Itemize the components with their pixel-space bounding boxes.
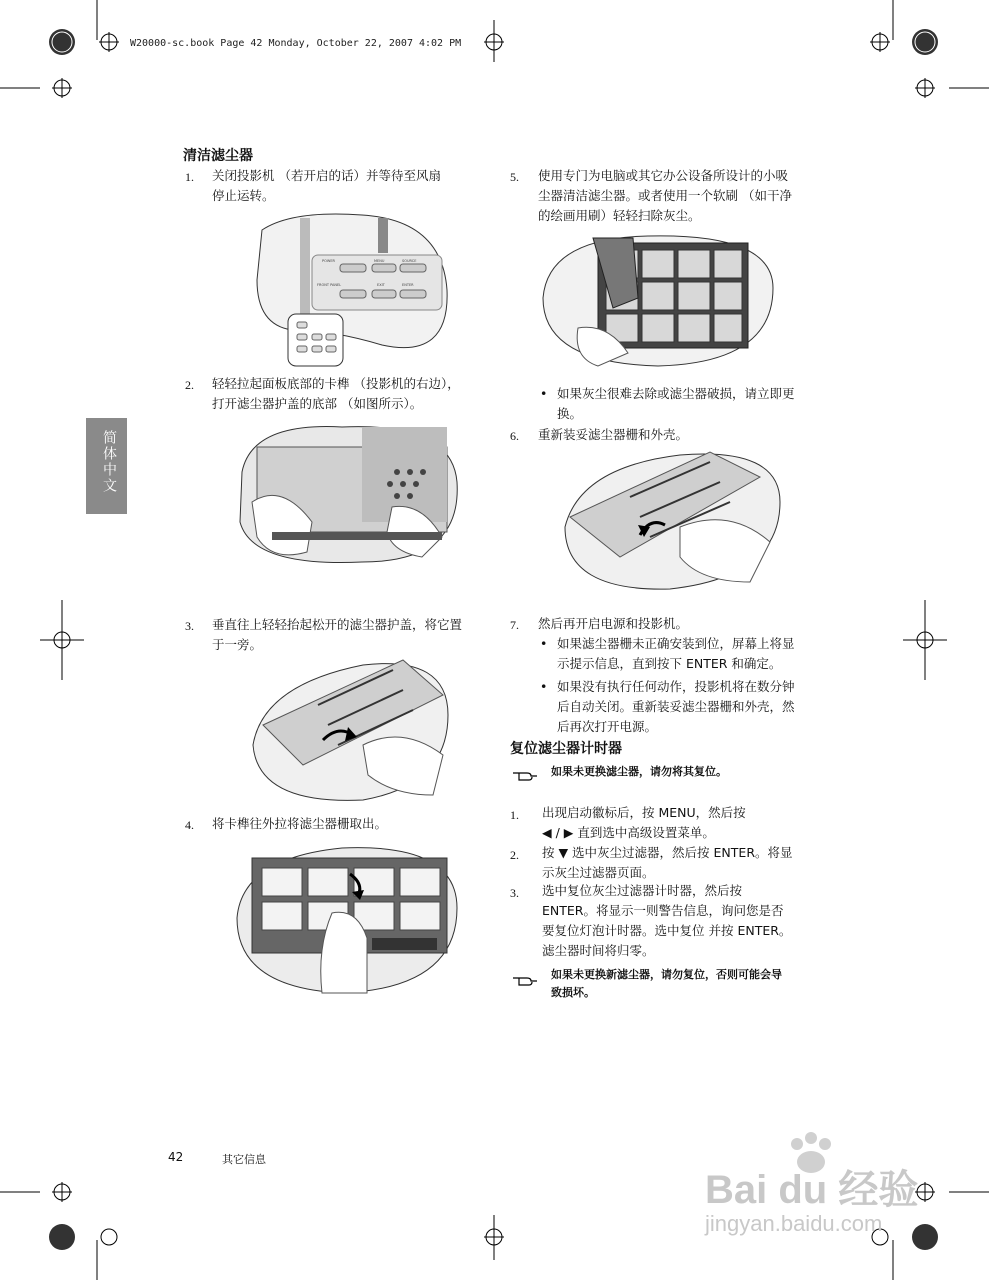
step-number: 3. bbox=[510, 886, 519, 900]
panel-label: MENU bbox=[374, 259, 385, 263]
panel-label: SOURCE bbox=[402, 259, 417, 263]
step-text: 使用专门为电脑或其它办公设备所设计的小吸 尘器清洁滤尘器。或者使用一个软刷 （如干净 的绘画用刷）轻轻扫除灰尘。 bbox=[538, 168, 792, 223]
step-number: 1. bbox=[185, 170, 194, 184]
watermark-logo bbox=[705, 1146, 955, 1212]
page-number: 42 bbox=[168, 1150, 184, 1164]
note-text: 如果未更换新滤尘器，请勿复位，否则可能会导 致损坏。 bbox=[551, 968, 782, 999]
section-title-reset-timer: 复位滤尘器计时器 bbox=[510, 741, 622, 757]
illustration-reinstall-filter bbox=[560, 447, 785, 592]
step-number: 6. bbox=[510, 429, 519, 443]
illustration-open-cover bbox=[232, 412, 467, 572]
illustration-pull-filter bbox=[232, 838, 462, 998]
note-text: 如果未更换滤尘器，请勿将其复位。 bbox=[551, 765, 727, 778]
bullet-dot: • bbox=[540, 386, 548, 401]
footer-section-name: 其它信息 bbox=[222, 1153, 266, 1166]
watermark-url: jingyan.baidu.com bbox=[705, 1211, 883, 1236]
step-text: 垂直往上轻轻抬起松开的滤尘器护盖，将它置 于一旁。 bbox=[212, 617, 463, 652]
step-text: 重新装妥滤尘器栅和外壳。 bbox=[538, 427, 689, 442]
bullet-dot: • bbox=[540, 636, 548, 651]
bullet-dot: • bbox=[540, 679, 548, 694]
book-header-line: W20000-sc.book Page 42 Monday, October 22, 2007 4:02 PM bbox=[130, 38, 462, 49]
bullet-text: 如果没有执行任何动作，投影机将在数分钟 后自动关闭。重新装妥滤尘器栅和外壳，然 后再次打开电源。 bbox=[557, 679, 795, 734]
step-number: 3. bbox=[185, 619, 194, 633]
step-number: 2. bbox=[185, 378, 194, 392]
illustration-control-panel bbox=[252, 210, 452, 370]
bullet-text: 如果灰尘很难去除或滤尘器破损，请立即更 换。 bbox=[557, 386, 795, 421]
step-text: 出现启动徽标后，按 MENU，然后按 ◀ / ▶ 直到选中高级设置菜单。 bbox=[542, 805, 746, 840]
step-number: 2. bbox=[510, 848, 519, 862]
panel-label: ENTER bbox=[402, 283, 414, 287]
crosshair-icon bbox=[49, 29, 938, 1250]
step-text: 然后再开启电源和投影机。 bbox=[538, 616, 689, 631]
step-text: 关闭投影机 （若开启的话）并等待至风扇 停止运转。 bbox=[212, 168, 441, 203]
illustration-vacuum-filter bbox=[538, 228, 778, 368]
section-title-clean-filter: 清洁滤尘器 bbox=[183, 148, 253, 164]
step-number: 7. bbox=[510, 618, 519, 632]
pointing-hand-icon bbox=[511, 767, 539, 783]
panel-label: POWER bbox=[322, 259, 335, 263]
panel-label: FRONT PANEL bbox=[317, 283, 342, 287]
pointing-hand-icon bbox=[511, 972, 539, 988]
step-number: 5. bbox=[510, 170, 519, 184]
illustration-lift-cover bbox=[243, 655, 453, 805]
step-text: 轻轻拉起面板底部的卡榫 （投影机的右边）， 打开滤尘器护盖的底部 （如图所示）。 bbox=[212, 376, 460, 411]
step-text: 选中复位灰尘过滤器计时器，然后按 ENTER。将显示一则警告信息，询问您是否 要复位灯泡计时器。选中复位 并按 ENTER。 滤尘器时间将归零。 bbox=[542, 883, 792, 958]
step-text: 按 ▼ 选中灰尘过滤器，然后按 ENTER。将显 示灰尘过滤器页面。 bbox=[542, 845, 793, 880]
panel-label: EXIT bbox=[377, 283, 385, 287]
watermark-logo-text: Bai du 经验 bbox=[705, 1168, 919, 1212]
step-number: 1. bbox=[510, 808, 519, 822]
language-side-tab bbox=[86, 418, 127, 514]
bullet-text: 如果滤尘器栅未正确安装到位，屏幕上将显 示提示信息，直到按下 ENTER 和确定。 bbox=[557, 636, 795, 671]
step-text: 将卡榫往外拉将滤尘器栅取出。 bbox=[212, 816, 388, 831]
language-tab-label: 简体中文 bbox=[101, 430, 117, 494]
step-number: 4. bbox=[185, 818, 194, 832]
